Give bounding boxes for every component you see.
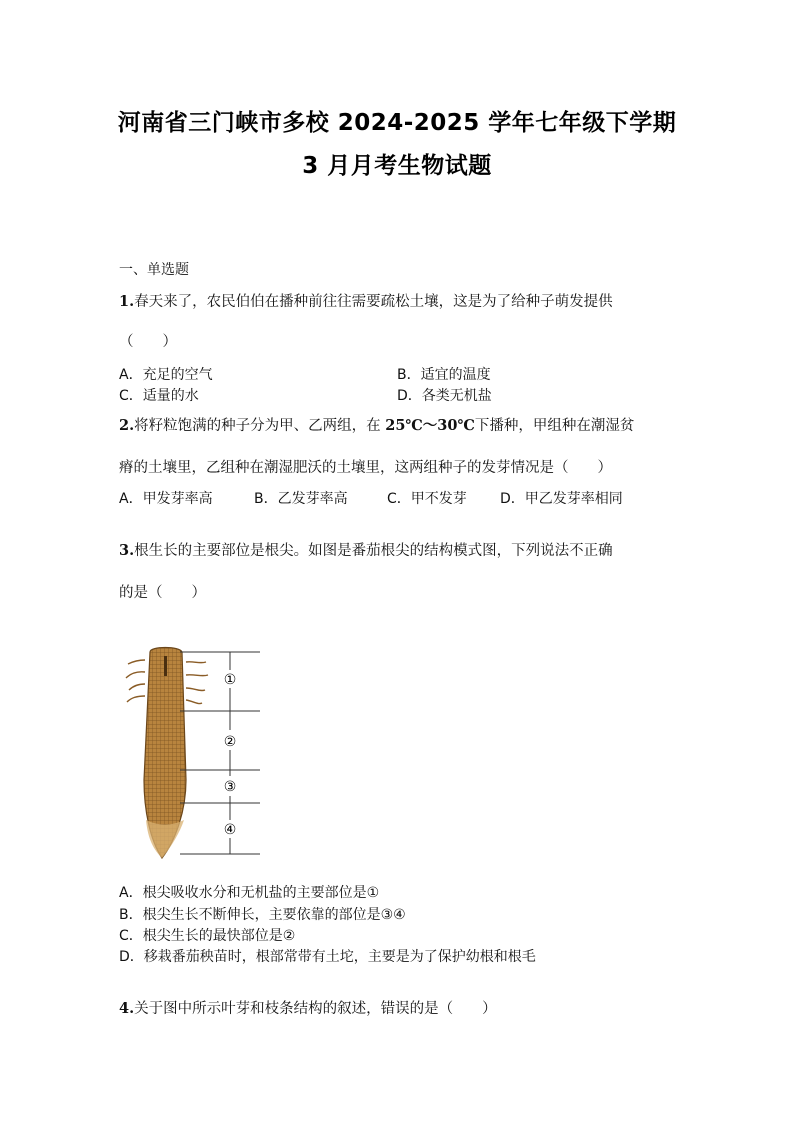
question-3 <box>119 539 679 560</box>
question-1-line2: （ ） <box>119 334 177 350</box>
q3-option-b[interactable]: B．根尖生长不断伸长，主要依靠的部位是③④ <box>119 907 406 923</box>
q1-option-b[interactable]: B．适宜的温度 <box>397 367 491 383</box>
q3-option-d[interactable]: D．移栽番茄秧苗时，根部常带有土坨，主要是为了保护幼根和根毛 <box>119 949 536 965</box>
q2-option-b[interactable]: B．乙发芽率高 <box>254 491 348 507</box>
question-text: 春天来了，农民伯伯在播种前往往需要疏松土壤，这是为了给种子萌发提供 <box>134 294 613 310</box>
q3-option-c[interactable]: C．根尖生长的最快部位是② <box>119 928 296 944</box>
question-text-a: 将籽粒饱满的种子分为甲、乙两组，在 <box>134 418 386 434</box>
q2-option-a[interactable]: A．甲发芽率高 <box>119 491 213 507</box>
question-number: 1. <box>119 293 135 310</box>
question-2 <box>119 414 679 435</box>
q2-option-c[interactable]: C．甲不发芽 <box>387 491 467 507</box>
question-number: 2. <box>119 417 135 434</box>
root-tip-figure <box>120 640 270 865</box>
q1-option-d[interactable]: D．各类无机盐 <box>397 388 492 404</box>
question-3-line2: 的是（ ） <box>119 585 206 601</box>
root-cap <box>146 820 184 858</box>
question-text: 根生长的主要部位是根尖。如图是番茄根尖的结构模式图，下列说法不正确 <box>134 543 613 559</box>
q1-option-a[interactable]: A．充足的空气 <box>119 367 213 383</box>
question-text-c: 下播种，甲组种在潮湿贫 <box>474 418 635 434</box>
q2-option-d[interactable]: D．甲乙发芽率相同 <box>500 491 623 507</box>
question-2-line2: 瘠的土壤里，乙组种在潮湿肥沃的土壤里，这两组种子的发芽情况是（ ） <box>119 460 612 476</box>
zone-label-3: ③ <box>223 779 237 795</box>
question-number: 4. <box>119 1000 135 1017</box>
root-tip-diagram <box>120 640 270 865</box>
question-text: 关于图中所示叶芽和枝条结构的叙述，错误的是（ ） <box>134 1001 497 1017</box>
root-streak <box>164 656 167 676</box>
zone-label-1: ① <box>223 672 237 688</box>
question-4 <box>119 997 679 1018</box>
question-1 <box>119 290 679 311</box>
zone-label-4: ④ <box>223 822 237 838</box>
exam-title-line2: 3 月月考生物试题 <box>302 153 492 179</box>
section-heading: 一、单选题 <box>119 262 189 278</box>
exam-title-line1: 河南省三门峡市多校 2024-2025 学年七年级下学期 <box>117 110 677 136</box>
q1-option-c[interactable]: C．适量的水 <box>119 388 199 404</box>
zone-label-2: ② <box>223 734 237 750</box>
question-number: 3. <box>119 542 135 559</box>
q3-option-a[interactable]: A．根尖吸收水分和无机盐的主要部位是① <box>119 885 380 901</box>
temperature-range: 25℃～30℃ <box>385 417 475 434</box>
zone-bracket <box>180 652 260 854</box>
